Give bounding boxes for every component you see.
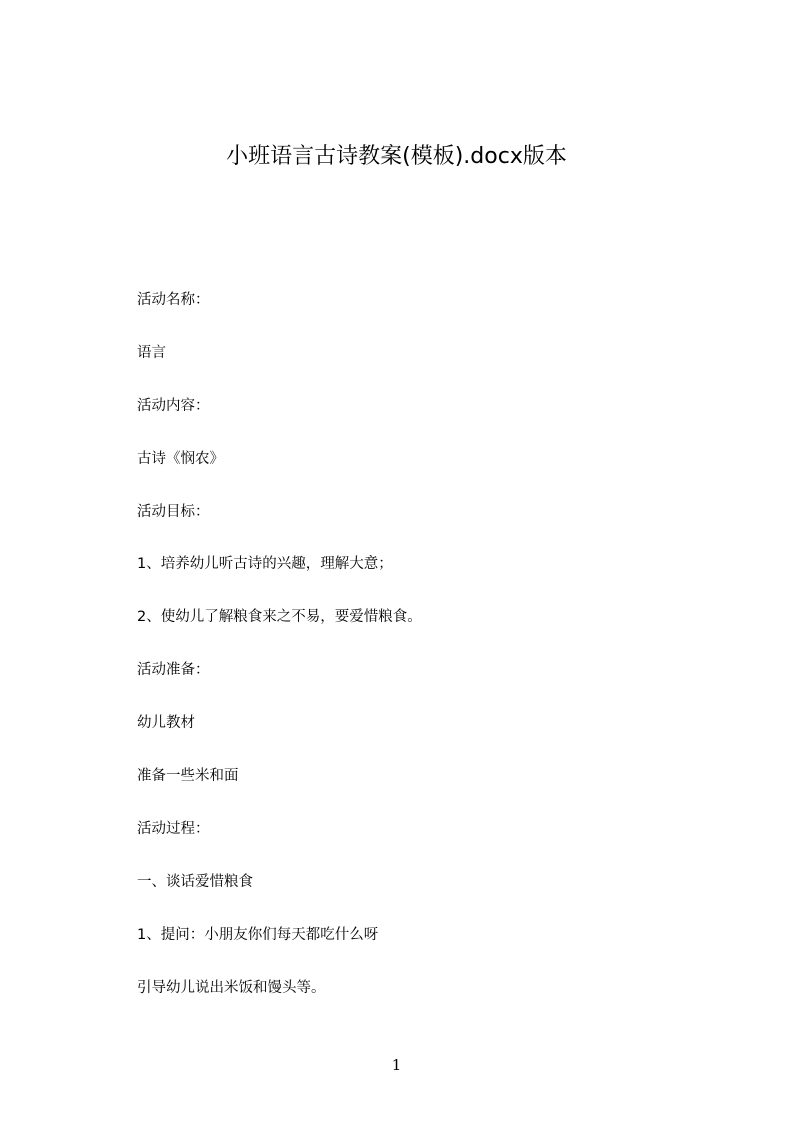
paragraph-activity-name-value: 语言 xyxy=(137,344,166,361)
paragraph-activity-goals-label: 活动目标： xyxy=(137,503,210,520)
paragraph-goal-1: 1、培养幼儿听古诗的兴趣，理解大意； xyxy=(137,556,393,573)
paragraph-process-step-1-note: 引导幼儿说出米饭和馒头等。 xyxy=(137,979,326,996)
paragraph-activity-content-label: 活动内容： xyxy=(137,397,210,414)
document-title: 小班语言古诗教案(模板).docx版本 xyxy=(226,144,567,169)
paragraph-process-section-1: 一、谈话爱惜粮食 xyxy=(137,873,253,890)
paragraph-prep-1: 幼儿教材 xyxy=(137,715,195,732)
paragraph-activity-name-label: 活动名称： xyxy=(137,292,210,308)
page-number: 1 xyxy=(391,1056,402,1074)
paragraph-activity-prep-label: 活动准备： xyxy=(137,662,210,679)
paragraph-process-step-1: 1、提问：小朋友你们每天都吃什么呀 xyxy=(137,926,379,943)
paragraph-activity-process-label: 活动过程： xyxy=(137,820,210,837)
paragraph-goal-2: 2、使幼儿了解粮食来之不易，要爱惜粮食。 xyxy=(137,609,422,626)
document-body xyxy=(137,289,677,1029)
paragraph-activity-content-value: 古诗《悯农》 xyxy=(137,450,224,467)
paragraph-prep-2: 准备一些米和面 xyxy=(137,768,239,785)
